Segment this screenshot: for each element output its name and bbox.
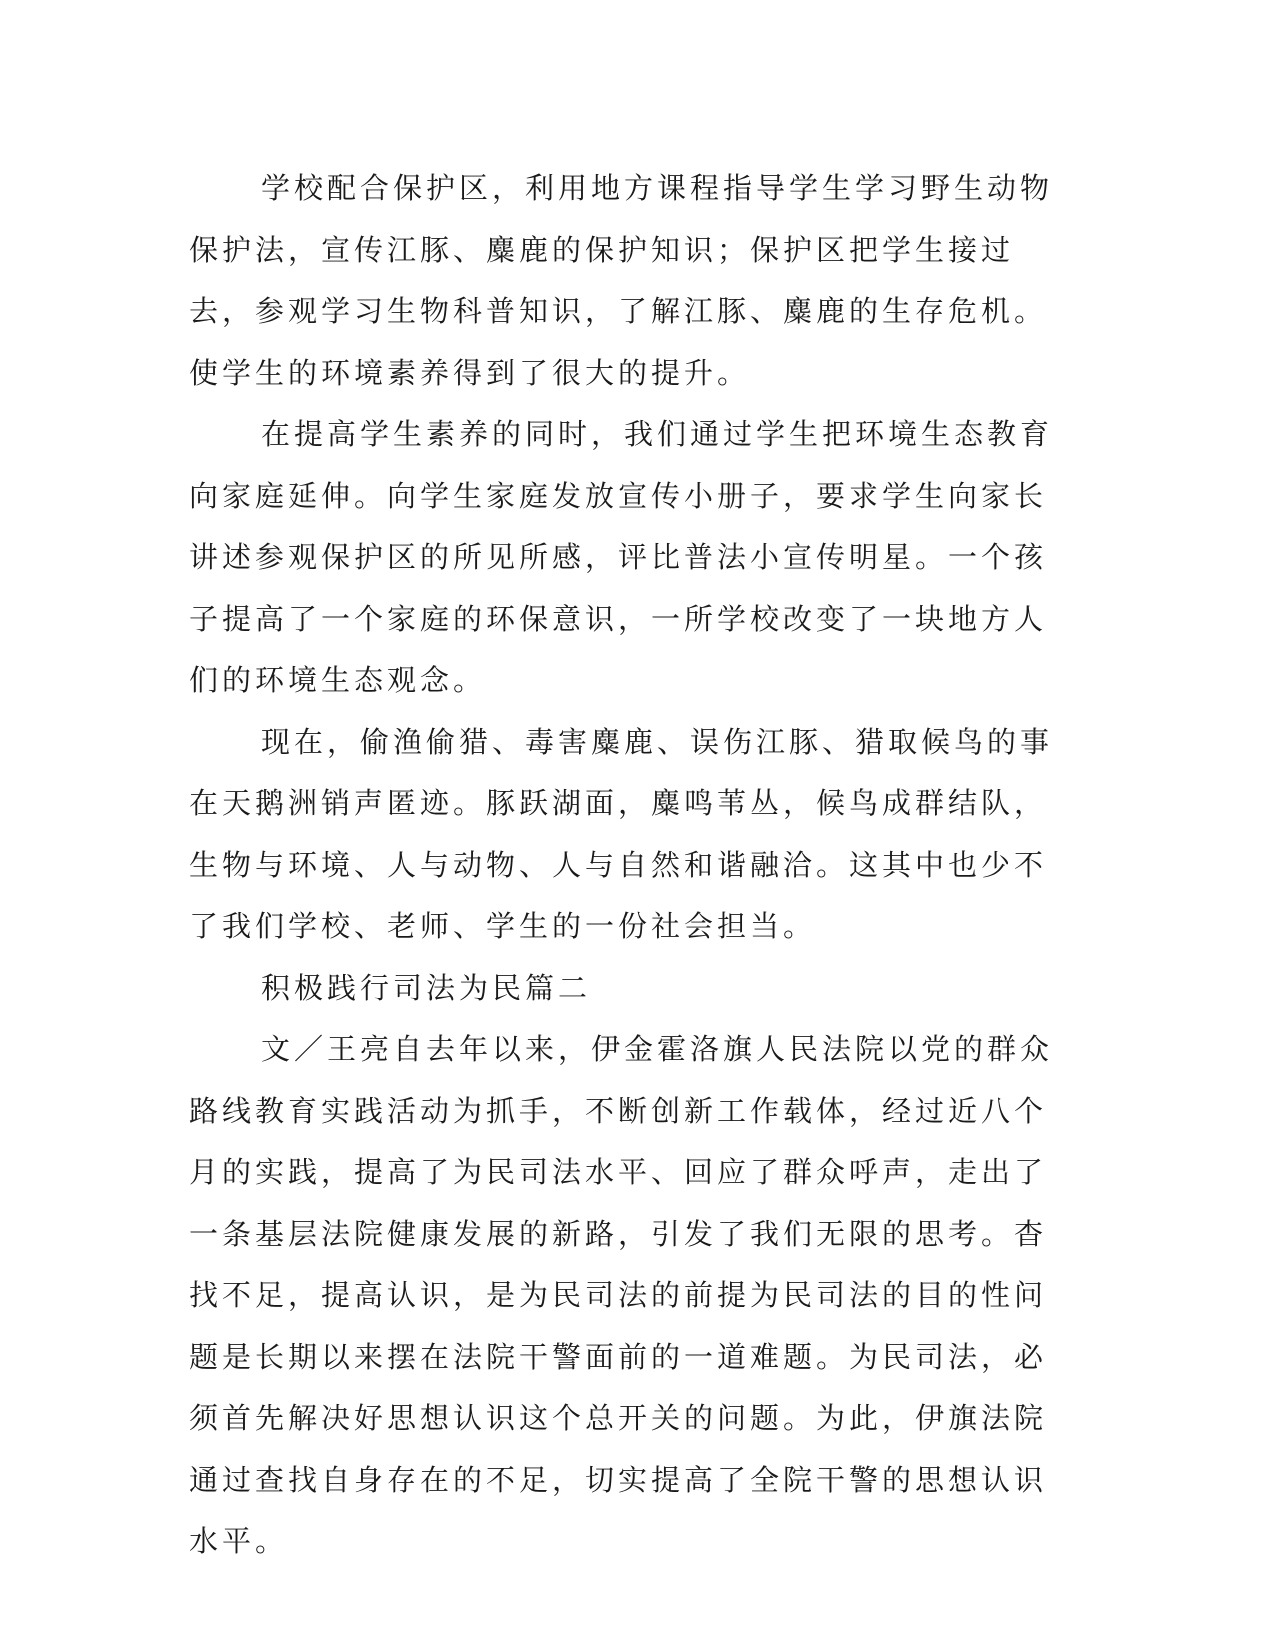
paragraph-1: 学校配合保护区，利用地方课程指导学生学习野生动物保护法，宣传江豚、麋鹿的保护知识；保护区把学生接过去，参观学习生物科普知识，了解江豚、麋鹿的生存危机。使学生的环境素养得到了很大的提升。 xyxy=(189,171,1054,390)
document-body xyxy=(189,158,1079,1573)
paragraph-2: 在提高学生素养的同时，我们通过学生把环境生态教育向家庭延伸。向学生家庭发放宣传小册子，要求学生向家长讲述参观保护区的所见所感，评比普法小宣传明星。一个孩子提高了一个家庭的环保意识，一所学校改变了一块地方人们的环境生态观念。 xyxy=(189,417,1054,697)
paragraph-3: 现在，偷渔偷猎、毒害麋鹿、误伤江豚、猎取候鸟的事在天鹅洲销声匿迹。豚跃湖面，麋鸣苇丛，候鸟成群结队，生物与环境、人与动物、人与自然和谐融洽。这其中也少不了我们学校、老师、学生的一份社会担当。 xyxy=(189,724,1054,943)
paragraph-4: 文／王亮自去年以来，伊金霍洛旗人民法院以党的群众路线教育实践活动为抓手，不断创新工作载体，经过近八个月的实践，提高了为民司法水平、回应了群众呼声，走出了一条基层法院健康发展的新路，引发了我们无限的思考。杳找不足，提高认识，是为民司法的前提为民司法的目的性问题是长期以来摆在法院干警面前的一道难题。为民司法，必须首先解决好思想认识这个总开关的问题。为此，伊旗法院通过查找自身存在的不足，切实提高了全院干警的思想认识水平。 xyxy=(189,1032,1054,1558)
section-heading: 积极践行司法为民篇二 xyxy=(261,970,592,1005)
